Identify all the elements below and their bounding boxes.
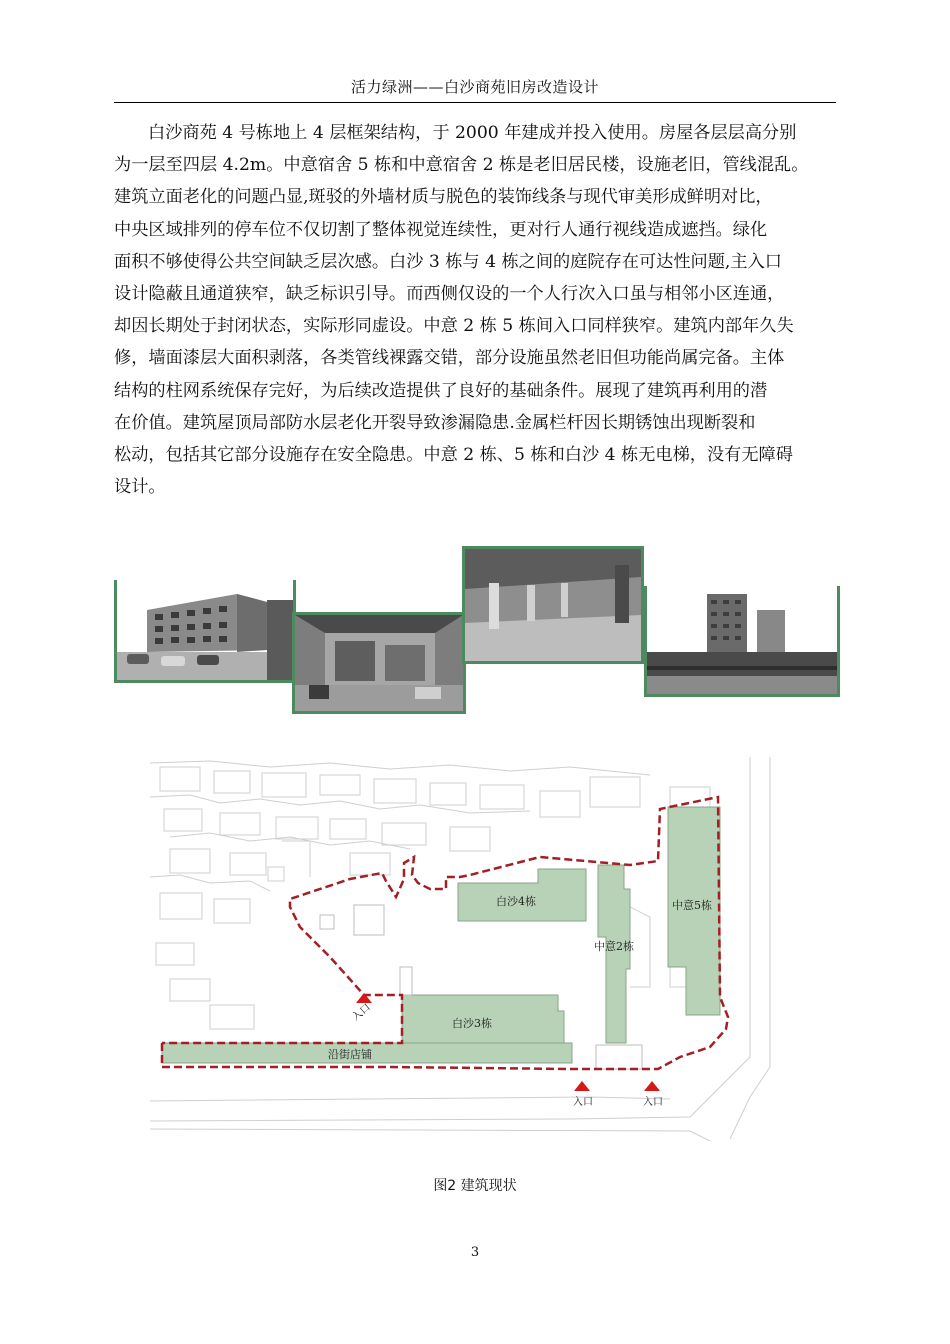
- entrance-label: 入口: [573, 1097, 593, 1108]
- paragraph-line: 松动，包括其它部分设施存在安全隐患。中意 2 栋、5 栋和白沙 4 栋无电梯，没有无障碍: [114, 445, 793, 466]
- figure-caption: 图2 建筑现状: [433, 1178, 517, 1194]
- label-baisha3: 白沙3栋: [452, 1017, 492, 1030]
- photo-building-exterior: [114, 580, 296, 683]
- site-plan: [150, 757, 800, 1142]
- paragraph-line: 为一层至四层 4.2m。中意宿舍 5 栋和中意宿舍 2 栋是老旧居民楼，设施老旧，管线混乱。: [114, 155, 809, 176]
- entrance-south-2: [643, 1081, 663, 1108]
- header-rule: [114, 102, 836, 103]
- building-small: [320, 915, 334, 929]
- entrance-marker: [644, 1081, 660, 1091]
- paragraph-line: 设计隐蔽且通道狭窄，缺乏标识引导。而西侧仅设的一个人行次入口虽与相邻小区连通，: [114, 284, 785, 305]
- paragraph-line: 设计。: [114, 477, 166, 498]
- entrance-label: 入口: [350, 1001, 373, 1024]
- paragraph-line: 建筑立面老化的问题凸显,斑驳的外墙材质与脱色的装饰线条与现代审美形成鲜明对比，: [114, 187, 773, 208]
- entrance-west: [349, 993, 373, 1023]
- label-zhongyi2: 中意2栋: [594, 940, 634, 953]
- entrance-label: 入口: [643, 1097, 663, 1108]
- paragraph-line: 中央区域排列的停车位不仅切割了整体视觉连续性，更对行人通行视线造成遮挡。绿化: [114, 219, 768, 240]
- building-zhongyi2: [598, 865, 630, 1043]
- page-number: 3: [470, 1245, 480, 1260]
- photo-interior-columns: [462, 546, 644, 664]
- photo-high-rise: [644, 586, 840, 697]
- entrance-south-1: [573, 1081, 593, 1108]
- paragraph-line: 修，墙面漆层大面积剥落，各类管线裸露交错，部分设施虽然老旧但功能尚属完备。主体: [114, 348, 785, 369]
- entrance-marker: [574, 1081, 590, 1091]
- paragraph-line: 面积不够使得公共空间缺乏层次感。白沙 3 栋与 4 栋之间的庭院存在可达性问题,主入口: [114, 251, 782, 272]
- buildings: [162, 807, 720, 1069]
- paragraph-line: 在价值。建筑屋顶局部防水层老化开裂导致渗漏隐患.金属栏杆因长期锈蚀出现断裂和: [114, 412, 756, 433]
- building-small: [354, 905, 384, 935]
- label-shops: 沿街店铺: [328, 1048, 372, 1061]
- building-small: [400, 967, 412, 995]
- photo-strip: [110, 540, 840, 720]
- paragraph-line: 结构的柱网系统保存完好，为后续改造提供了良好的基础条件。展现了建筑再利用的潜: [114, 380, 768, 401]
- building-small: [596, 1045, 642, 1069]
- label-baisha4: 白沙4栋: [496, 895, 536, 908]
- paragraph-line: 白沙商苑 4 号栋地上 4 层框架结构，于 2000 年建成并投入使用。房屋各层层高分别: [148, 123, 797, 143]
- body-paragraph: [114, 117, 838, 503]
- label-zhongyi5: 中意5栋: [672, 899, 712, 912]
- photo-courtyard: [292, 612, 466, 714]
- running-header: 活力绿洲——白沙商苑旧房改造设计: [350, 78, 599, 96]
- paragraph-line: 却因长期处于封闭状态，实际形同虚设。中意 2 栋 5 栋间入口同样狭窄。建筑内部年久失: [114, 316, 794, 337]
